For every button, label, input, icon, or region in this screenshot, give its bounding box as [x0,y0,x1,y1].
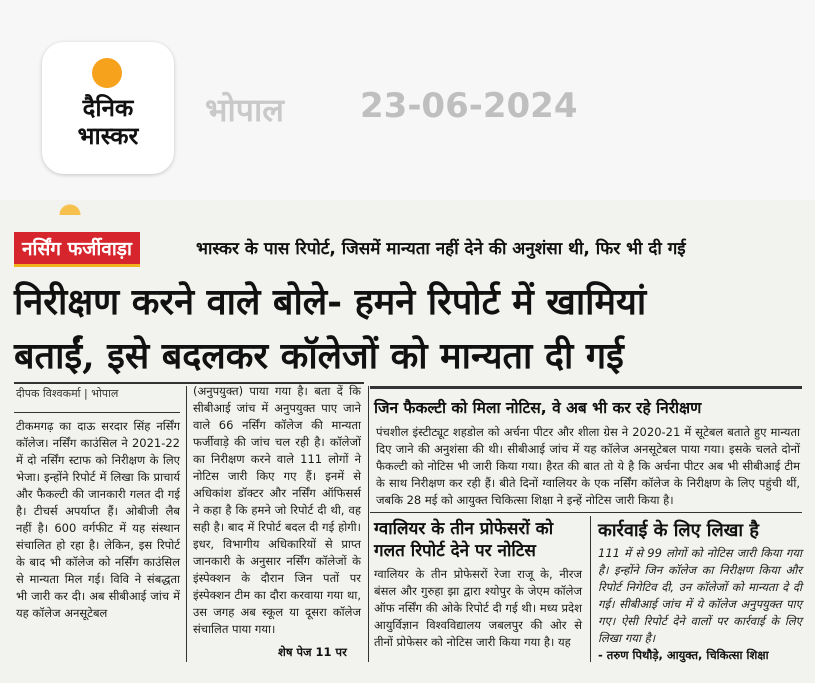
edition-date: 23-06-2024 [360,86,578,126]
headline-line1: निरीक्षण करने वाले बोले- हमने रिपोर्ट में खामियां [14,281,647,323]
column-divider [368,386,369,662]
newspaper-clipping [0,200,815,683]
continued-note: शेष पेज 11 पर [278,645,347,659]
divider [370,386,802,389]
header [0,0,815,200]
sun-icon [92,58,122,88]
headline-line2: बताईं, इसे बदलकर कॉलेजों को मान्यता दी गई [14,335,624,377]
article-column-1: टीकमगढ़ का दाऊ सरदार सिंह नर्सिंग कॉलेज। नर्सिंग काउंसिल ने 2021-22 में दो नर्सिंग स्टाफ को निरीक्षण के लिए भेजा। इन्होंने रिपोर्ट में लिखा कि प्राचार्य और फैकल्टी की जानकारी गलत दी गई है। टीचर्स अपर्याप्त हैं। ओबीजी लैब नहीं है। 600 वर्गफीट में यह संस्थान संचालित हो रहा है। लेकिन, इस रिपोर्ट के बाद भी कॉलेज को नर्सिंग काउंसिल से मान्यता मिल गई। विवि ने संबद्धता भी जारी कर दी। अब सीबीआई जांच में यह कॉलेज अनसूटेबल [16,419,180,620]
article-column-3: पंचशील इंस्टीट्यूट शहडोल को अर्चना पीटर और शीला ग्रेस ने 2020-21 में सूटेबल बताते हुए मान्यता दिए जाने की अनुशंसा की थी। सीबीआई जांच में यह कॉलेज अनसूटेबल पाया गया। इसके चलते दोनों फैकल्टी को नोटिस भी जारी किया गया। हैरत की बात तो ये है कि अर्चना पीटर अब भी सीबीआई टीम के साथ निरीक्षण कर रही हैं। बीते दिनों ग्वालियर के एक नर्सिंग कॉलेज के निरीक्षण के लिए पहुंची थीं, जबकि 28 मई को आयुक्त चिकित्सा शिक्षा ने इन्हें नोटिस जारी किया है। [376,425,800,507]
article-column-4: ग्वालियर के तीन प्रोफेसरों रेजा राजू के, नीरज बंसल और गुरुहा झा द्वारा श्योपुर के जेएम कॉलेज ऑफ नर्सिंग की ओके रिपोर्ट दी गई थी। मध्य प्रदेश आयुर्विज्ञान विश्वविद्यालय जबलपुर की ओर से तीनों प्रोफेसर को नोटिस जारी किया गया है। यह [374,567,582,649]
subhead-gwalior-professors: ग्वालियर के तीन प्रोफेसरों को गलत रिपोर्ट देने पर नोटिस [374,519,554,561]
column-divider [590,516,591,662]
section-tag: नर्सिंग फर्जीवाड़ा [14,232,140,267]
column-divider [186,386,187,662]
dainik-bhaskar-logo [42,42,174,174]
logo-line1: दैनिक [82,94,134,122]
byline: दीपक विश्वकर्मा | भोपाल [16,387,119,400]
edition-city: भोपाल [205,91,284,129]
article-column-5: 111 में से 99 लोगों को नोटिस जारी किया गया है। इन्होंने जिन कॉलेज का निरीक्षण किया और रिपोर्ट निगेटिव दी, उन कॉलेजों को मान्यता दे दी गई। सीबीआई जांच में ये कॉलेज अनुपयुक्त पाए गए। ऐसी रिपोर्ट देने वालों पर कार्रवाई के लिए लिखा गया है। [598,546,802,645]
logo-text [42,94,174,150]
kicker: भास्कर के पास रिपोर्ट, जिसमें मान्यता नहीं देने की अनुशंसा थी, फिर भी दी गई [196,239,686,259]
signature: - तरुण पिथौड़े, आयुक्त, चिकित्सा शिक्षा [598,648,769,662]
divider [370,512,802,513]
subhead-faculty-notice: जिन फैकल्टी को मिला नोटिस, वे अब भी कर रहे निरीक्षण [374,399,702,417]
subhead-action: कार्रवाई के लिए लिखा है [598,520,759,541]
article-column-2: (अनुपयुक्त) पाया गया है। बता दें कि सीबीआई जांच में अनुपयुक्त पाए जाने वाले 66 नर्सिंग कॉलेज की मान्यता फर्जीवाड़े की जांच चल रही है। कॉलेजों का निरीक्षण करने वाले 111 लोगों ने नोटिस जारी किए गए हैं। इनमें से अधिकांश डॉक्टर और नर्सिंग ऑफिसर्स ने कहा है कि हमने जो रिपोर्ट दी थी, वह सही है। बाद में रिपोर्ट बदल दी गई होगी। इधर, विभागीय अधिकारियों से प्राप्त जानकारी के अनुसार नर्सिंग कॉलेजों के इंस्पेक्शन के दौरान जिन पतों पर इंस्पेक्शन टीम का दौरा करवाया गया था, उस जगह अब स्कूल या दूसरा कॉलेज संचालित पाया गया। [193,384,361,636]
divider [14,412,180,413]
logo-line2: भास्कर [77,122,139,150]
sun-rays-icon [50,200,90,215]
